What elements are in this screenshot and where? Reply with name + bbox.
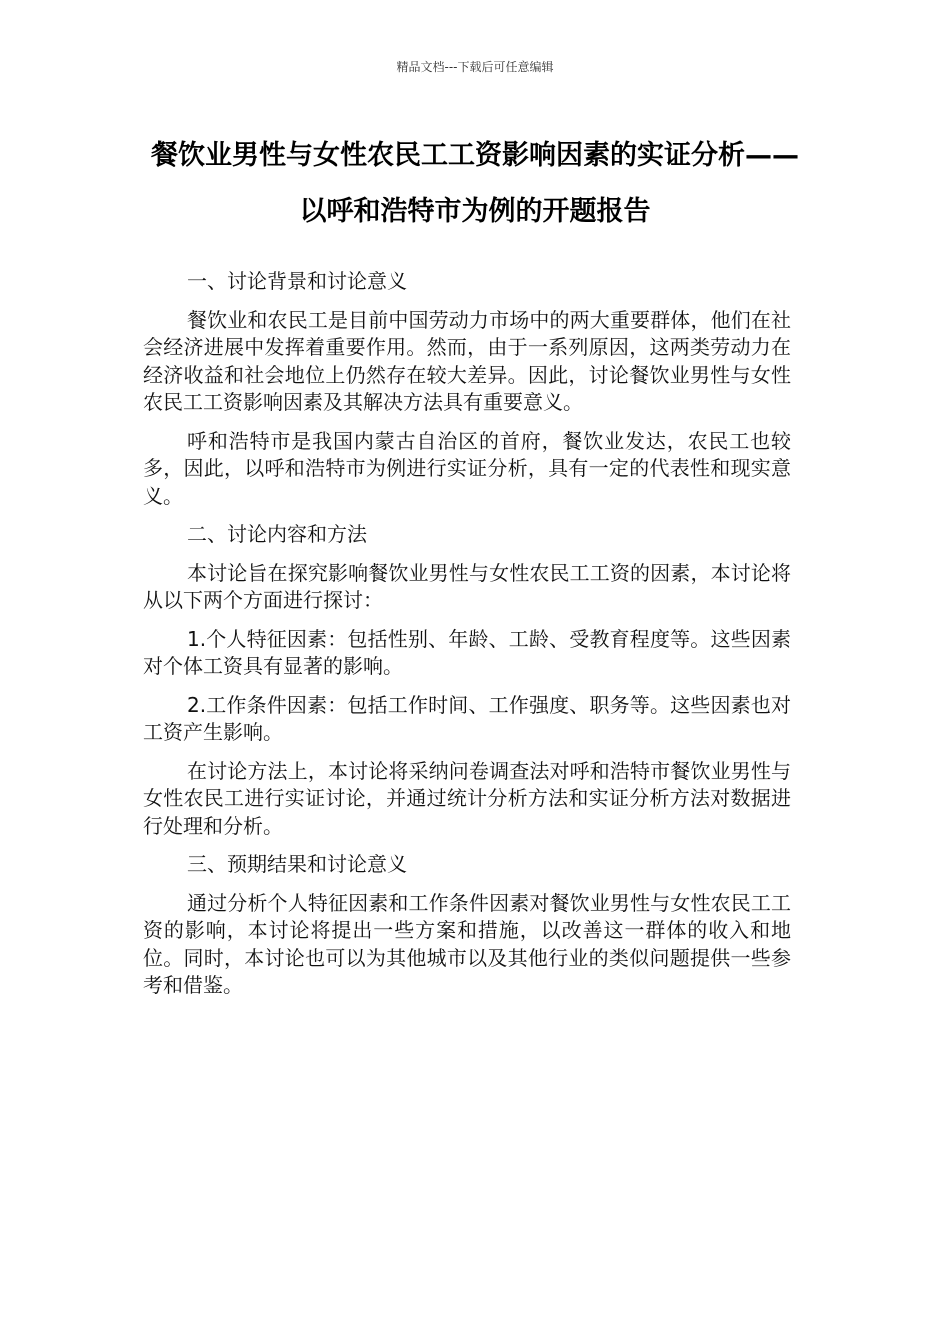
section-heading-background: 一、讨论背景和讨论意义 xyxy=(187,269,407,293)
header-note: 精品文档---下载后可任意编辑 xyxy=(396,60,554,74)
paragraph: 在讨论方法上，本讨论将采纳问卷调查法对呼和浩特市餐饮业男性与女性农民工进行实证讨论，并通过统计分析方法和实证分析方法对数据进行处理和分析。 xyxy=(143,758,791,838)
paragraph: 呼和浩特市是我国内蒙古自治区的首府，餐饮业发达，农民工也较多，因此，以呼和浩特市为例进行实证分析，具有一定的代表性和现实意义。 xyxy=(143,428,791,508)
section-heading-content-method: 二、讨论内容和方法 xyxy=(187,522,367,546)
document-body xyxy=(143,268,791,1011)
section-heading-expected-results: 三、预期结果和讨论意义 xyxy=(187,852,407,876)
list-item-work-factors: 2.工作条件因素：包括工作时间、工作强度、职务等。这些因素也对工资产生影响。 xyxy=(143,692,791,744)
paragraph: 本讨论旨在探究影响餐饮业男性与女性农民工工资的因素，本讨论将从以下两个方面进行探讨： xyxy=(143,560,791,612)
list-item-personal-factors: 1.个人特征因素：包括性别、年龄、工龄、受教育程度等。这些因素对个体工资具有显著的影响。 xyxy=(143,626,791,678)
paragraph: 餐饮业和农民工是目前中国劳动力市场中的两大重要群体，他们在社会经济进展中发挥着重要作用。然而，由于一系列原因，这两类劳动力在经济收益和社会地位上仍然存在较大差异。因此，讨论餐饮业男性与女性农民工工资影响因素及其解决方法具有重要意义。 xyxy=(143,307,791,414)
document-title: 餐饮业男性与女性农民工工资影响因素的实证分析——以呼和浩特市为例的开题报告 xyxy=(151,140,799,227)
paragraph: 通过分析个人特征因素和工作条件因素对餐饮业男性与女性农民工工资的影响，本讨论将提出一些方案和措施，以改善这一群体的收入和地位。同时，本讨论也可以为其他城市以及其他行业的类似问题提供一些参考和借鉴。 xyxy=(143,890,791,997)
